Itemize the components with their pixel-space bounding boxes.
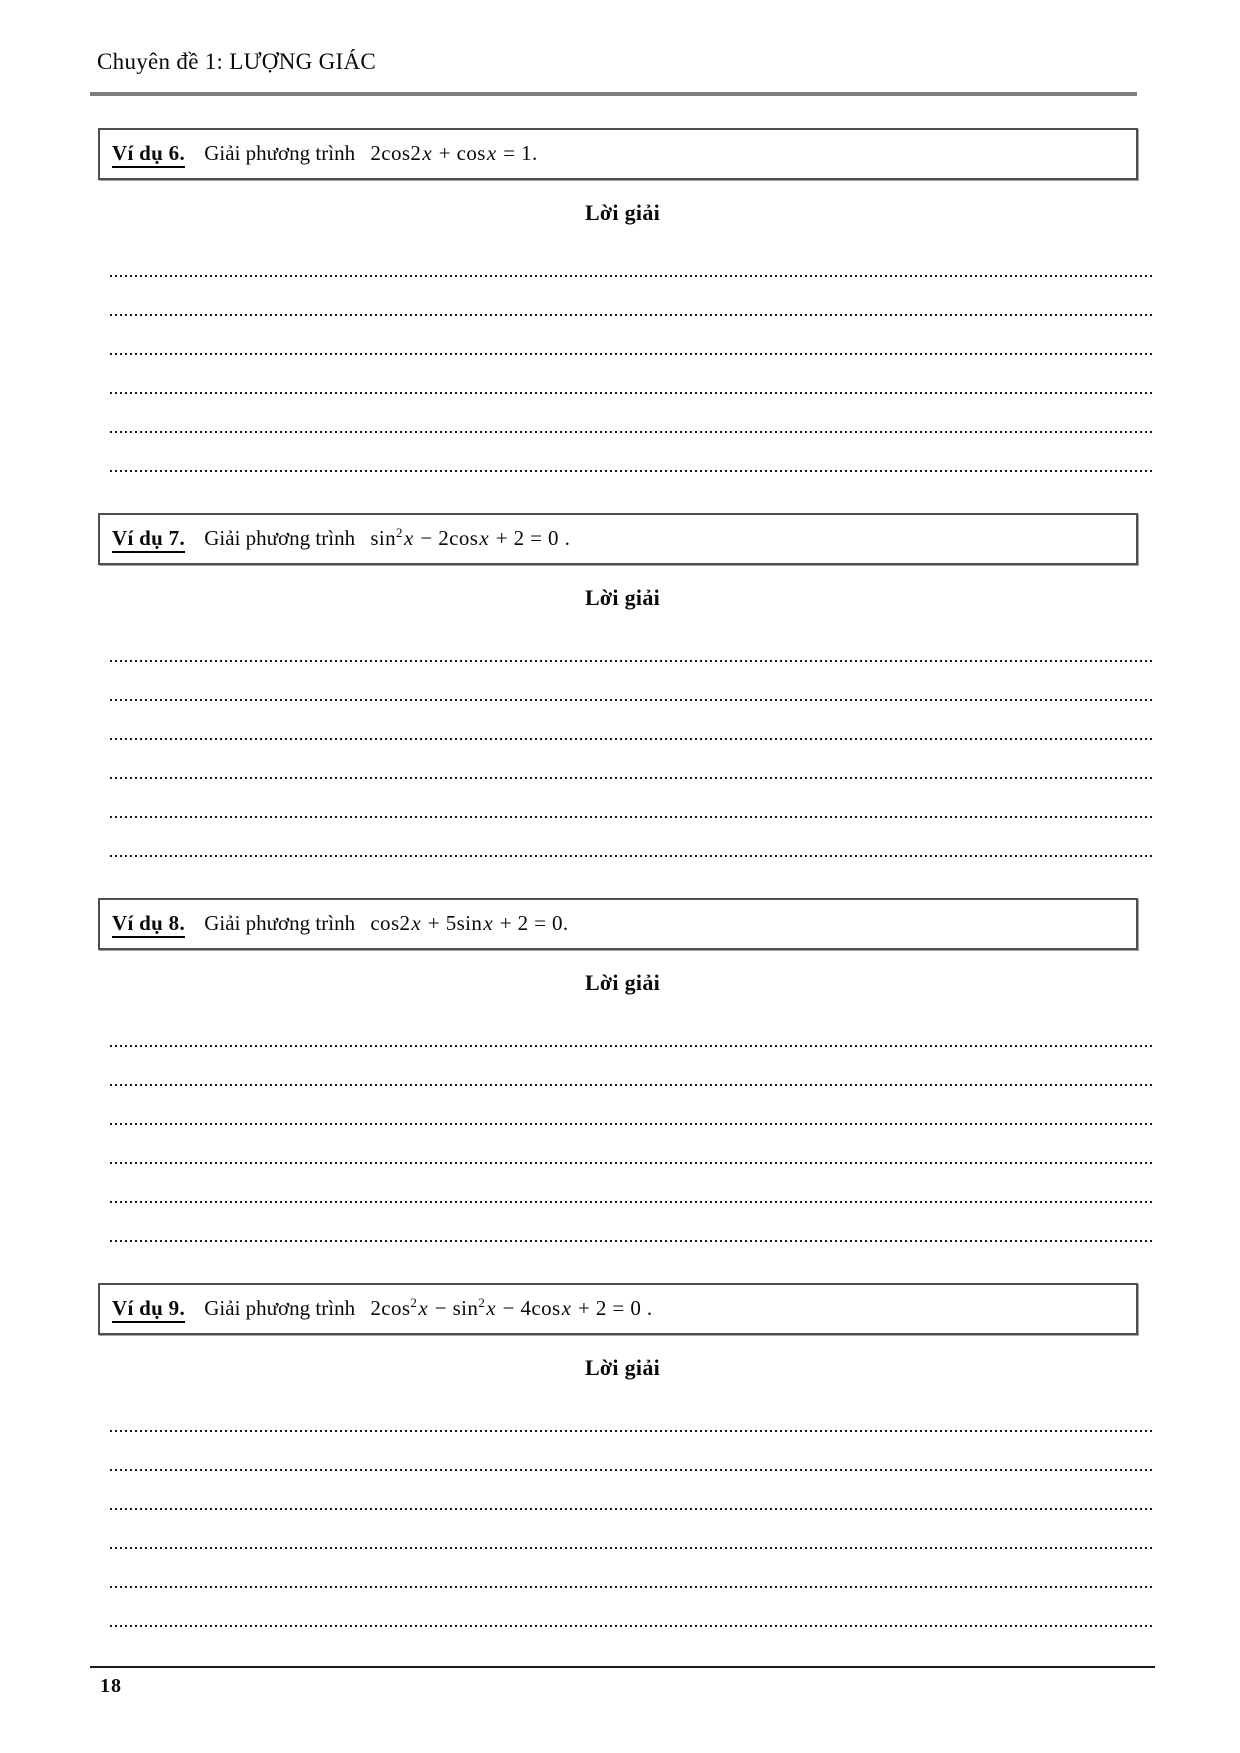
dotted-answer-line xyxy=(110,275,1155,277)
example-prompt: Giải phương trình xyxy=(204,1296,356,1320)
example-section xyxy=(90,96,1155,472)
example-label: Ví dụ 8. xyxy=(112,911,185,938)
dotted-answer-line xyxy=(110,1469,1155,1471)
page-footer xyxy=(90,1666,1155,1698)
example-equation: $2\cos^2x - \sin^2x - 4\cos x + 2 = 0$ . xyxy=(370,1295,653,1320)
example-section xyxy=(90,857,1155,1242)
dotted-answer-line xyxy=(110,777,1155,779)
answer-lines xyxy=(110,1430,1155,1627)
footer-rule-divider xyxy=(90,1666,1155,1668)
dotted-answer-line xyxy=(110,738,1155,740)
page-title: Chuyên đề 1: LƯỢNG GIÁC xyxy=(97,49,376,74)
page-number: 18 xyxy=(100,1675,122,1697)
dotted-answer-line xyxy=(110,1586,1155,1588)
example-label: Ví dụ 6. xyxy=(112,141,185,168)
dotted-answer-line xyxy=(110,1162,1155,1164)
solution-heading: Lời giải xyxy=(584,585,661,610)
dotted-answer-line xyxy=(110,431,1155,433)
example-problem-box xyxy=(98,513,1138,565)
example-problem-box xyxy=(98,128,1138,180)
solution-heading: Lời giải xyxy=(584,970,661,995)
dotted-answer-line xyxy=(110,392,1155,394)
examples-container xyxy=(90,96,1155,1627)
dotted-answer-line xyxy=(110,1547,1155,1549)
example-prompt: Giải phương trình xyxy=(204,526,356,550)
dotted-answer-line xyxy=(110,1123,1155,1125)
answer-lines xyxy=(110,275,1155,472)
example-label: Ví dụ 7. xyxy=(112,526,185,553)
dotted-answer-line xyxy=(110,660,1155,662)
dotted-answer-line xyxy=(110,353,1155,355)
answer-lines xyxy=(110,660,1155,857)
answer-lines xyxy=(110,1045,1155,1242)
example-label: Ví dụ 9. xyxy=(112,1296,185,1323)
dotted-answer-line xyxy=(110,1625,1155,1627)
dotted-answer-line xyxy=(110,314,1155,316)
dotted-answer-line xyxy=(110,1084,1155,1086)
solution-heading: Lời giải xyxy=(584,1355,661,1380)
dotted-answer-line xyxy=(110,1201,1155,1203)
solution-heading: Lời giải xyxy=(584,200,661,225)
example-equation: 2cos2x + cosx = 1. xyxy=(370,141,538,165)
example-problem-box xyxy=(98,1283,1138,1335)
example-section xyxy=(90,1242,1155,1627)
dotted-answer-line xyxy=(110,816,1155,818)
dotted-answer-line xyxy=(110,1045,1155,1047)
example-equation: cos2x + 5sinx + 2 = 0. xyxy=(370,911,569,935)
example-section xyxy=(90,472,1155,857)
dotted-answer-line xyxy=(110,699,1155,701)
example-equation: $\sin^2x - 2\cos x + 2 = 0$ . xyxy=(370,525,571,550)
example-prompt: Giải phương trình xyxy=(204,911,356,935)
dotted-answer-line xyxy=(110,1430,1155,1432)
dotted-answer-line xyxy=(110,1508,1155,1510)
example-problem-box xyxy=(98,898,1138,950)
example-prompt: Giải phương trình xyxy=(204,141,356,165)
